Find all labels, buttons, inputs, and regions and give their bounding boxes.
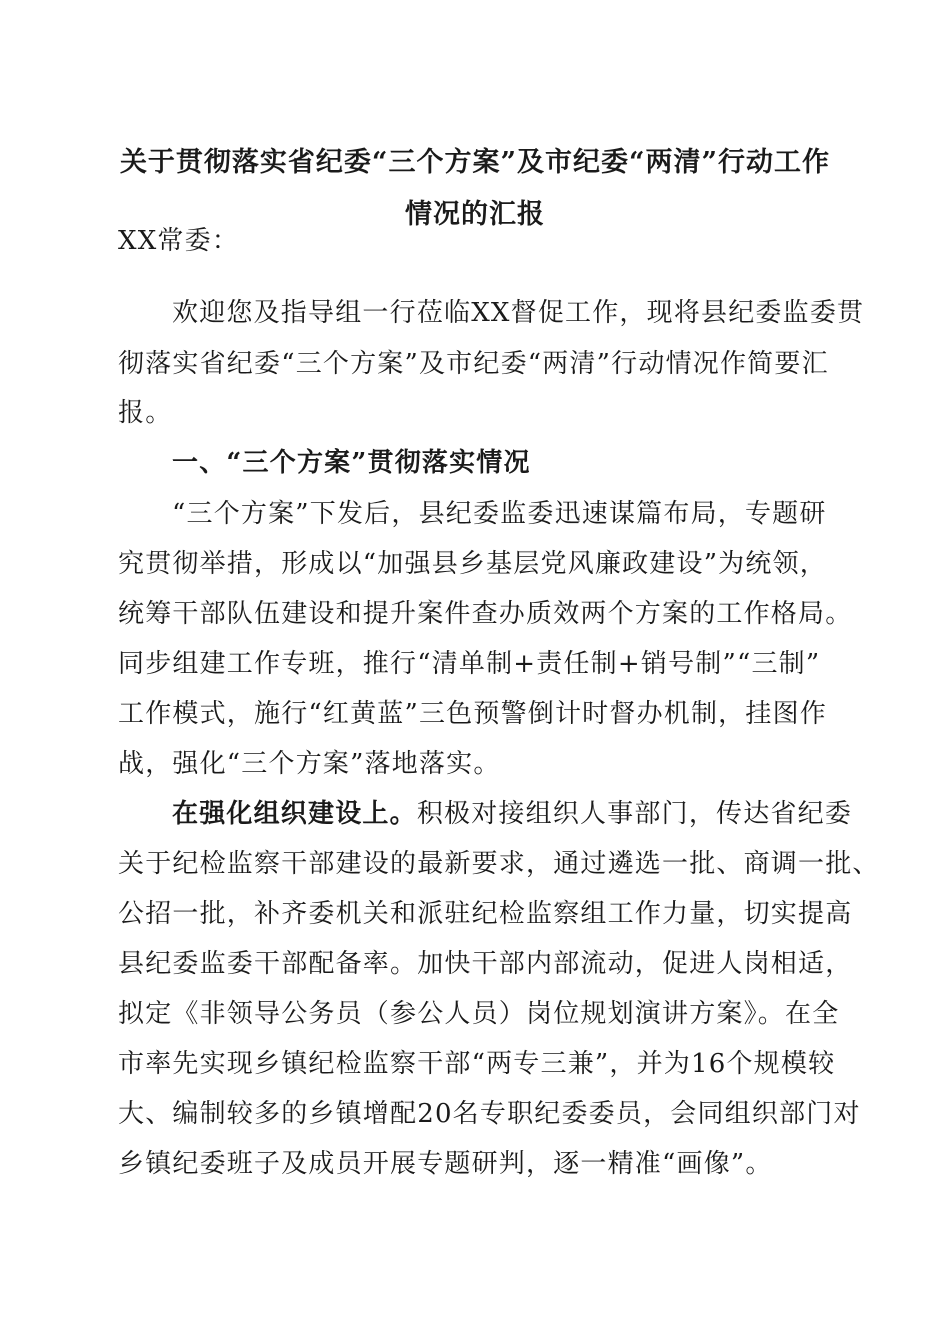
paragraph-lead-heading: 在强化组织建设上。 (172, 799, 417, 829)
paragraph-line: 究贯彻举措，形成以“加强县乡基层党风廉政建设”为统领， (118, 549, 827, 579)
paragraph-line: 市率先实现乡镇纪检监察干部“两专三兼”，并为16个规模较 (118, 1049, 836, 1079)
document-title-line-1: 关于贯彻落实省纪委“三个方案”及市纪委“两清”行动工作 (119, 147, 831, 178)
section-heading: 一、“三个方案”贯彻落实情况 (172, 448, 531, 478)
paragraph-line: “三个方案”下发后，县纪委监委迅速谋篇布局，专题研 (172, 499, 827, 529)
intro-line: 欢迎您及指导组一行莅临XX督促工作，现将县纪委监委贯 (172, 298, 865, 328)
paragraph-line: 统筹干部队伍建设和提升案件查办质效两个方案的工作格局。 (118, 599, 853, 629)
paragraph-line: 同步组建工作专班，推行“清单制+责任制+销号制”“三制” (118, 649, 821, 679)
paragraph-line: 乡镇纪委班子及成员开展专题研判，逐一精准“画像”。 (118, 1149, 773, 1179)
intro-line: 彻落实省纪委“三个方案”及市纪委“两清”行动情况作简要汇 (118, 349, 829, 379)
document-title-line-2: 情况的汇报 (405, 199, 545, 230)
paragraph-line: 工作模式，施行“红黄蓝”三色预警倒计时督办机制，挂图作 (118, 699, 827, 729)
paragraph-line: 大、编制较多的乡镇增配20名专职纪委委员，会同组织部门对 (118, 1099, 861, 1129)
intro-line: 报。 (118, 398, 173, 428)
paragraph-line: 战，强化“三个方案”落地落实。 (118, 749, 501, 779)
paragraph-line: 公招一批，补齐委机关和派驻纪检监察组工作力量，切实提高 (118, 899, 853, 929)
paragraph-text: 积极对接组织人事部门，传达省纪委 (416, 799, 853, 829)
salutation: XX常委： (118, 226, 240, 256)
paragraph-line: 关于纪检监察干部建设的最新要求，通过遴选一批、商调一批、 (118, 849, 880, 879)
paragraph-line (172, 794, 852, 834)
paragraph-line: 拟定《非领导公务员（参公人员）岗位规划演讲方案》。在全 (118, 999, 840, 1029)
paragraph-line: 县纪委监委干部配备率。加快干部内部流动，促进人岗相适， (118, 949, 853, 979)
